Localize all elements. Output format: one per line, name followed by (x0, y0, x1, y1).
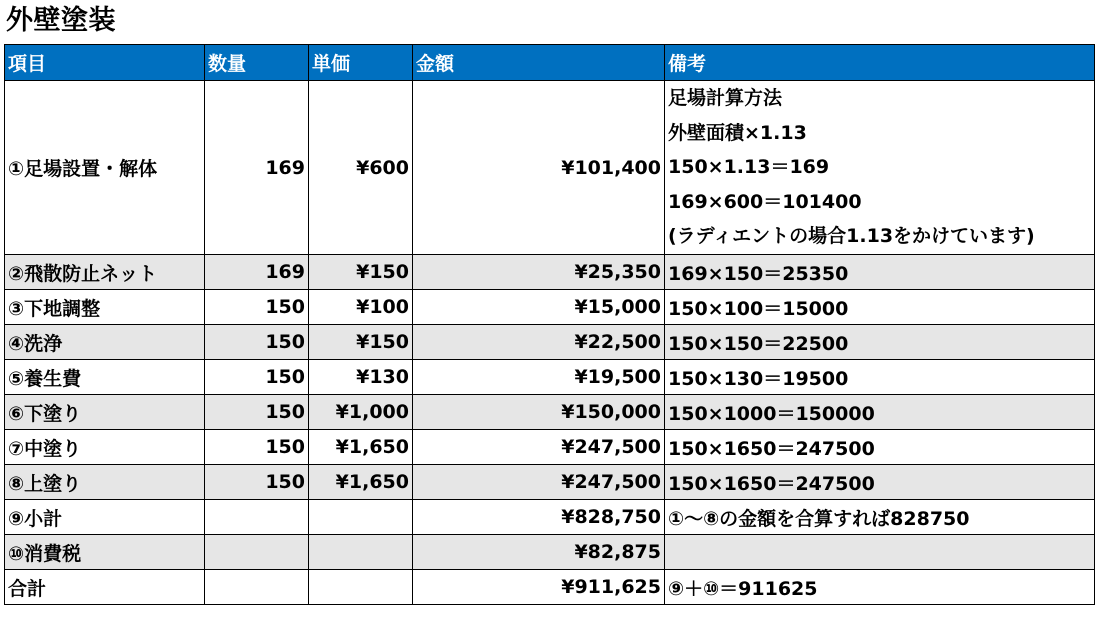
unit-price-cell[interactable] (309, 500, 413, 535)
item-cell[interactable]: ①足場設置・解体 (5, 81, 205, 255)
qty-cell[interactable]: 150 (205, 325, 309, 360)
amount-cell[interactable]: ¥19,500 (413, 360, 665, 395)
estimate-table (4, 44, 1095, 605)
qty-cell[interactable]: 150 (205, 360, 309, 395)
table-row (5, 325, 1095, 360)
header-amount: 金額 (413, 45, 665, 81)
table-row (5, 395, 1095, 430)
remarks-line: 足場計算方法 (668, 87, 783, 110)
qty-cell[interactable] (205, 535, 309, 570)
header-unit-price: 単価 (309, 45, 413, 81)
amount-cell[interactable]: ¥911,625 (413, 570, 665, 605)
remarks-cell[interactable]: 150×130＝19500 (665, 360, 1095, 395)
remarks-cell[interactable]: 150×1650＝247500 (665, 430, 1095, 465)
remarks-line: 150×1.13＝169 (668, 156, 830, 179)
table-row (5, 430, 1095, 465)
remarks-line: (ラディエントの場合1.13をかけています) (668, 225, 1035, 248)
amount-cell[interactable]: ¥828,750 (413, 500, 665, 535)
unit-price-cell[interactable]: ¥1,000 (309, 395, 413, 430)
table-row (5, 465, 1095, 500)
table-row (5, 500, 1095, 535)
table-row (5, 255, 1095, 290)
item-cell[interactable]: ⑨小計 (5, 500, 205, 535)
qty-cell[interactable]: 150 (205, 290, 309, 325)
header-remarks: 備考 (665, 45, 1095, 81)
unit-price-cell[interactable]: ¥150 (309, 255, 413, 290)
item-cell[interactable]: ⑩消費税 (5, 535, 205, 570)
unit-price-cell[interactable]: ¥100 (309, 290, 413, 325)
remarks-cell[interactable]: 169×150＝25350 (665, 255, 1095, 290)
unit-price-cell[interactable]: ¥1,650 (309, 465, 413, 500)
qty-cell[interactable]: 169 (205, 255, 309, 290)
amount-cell[interactable]: ¥247,500 (413, 465, 665, 500)
item-cell[interactable]: ⑤養生費 (5, 360, 205, 395)
qty-cell[interactable]: 150 (205, 430, 309, 465)
remarks-cell[interactable]: ⑨＋⑩＝911625 (665, 570, 1095, 605)
qty-cell[interactable] (205, 570, 309, 605)
remarks-cell[interactable]: 150×150＝22500 (665, 325, 1095, 360)
unit-price-cell[interactable]: ¥600 (309, 81, 413, 255)
amount-cell[interactable]: ¥82,875 (413, 535, 665, 570)
amount-cell[interactable]: ¥247,500 (413, 430, 665, 465)
table-row (5, 570, 1095, 605)
table-row (5, 535, 1095, 570)
qty-cell[interactable] (205, 500, 309, 535)
header-qty: 数量 (205, 45, 309, 81)
amount-cell[interactable]: ¥101,400 (413, 81, 665, 255)
table-header-row (5, 45, 1095, 81)
header-item: 項目 (5, 45, 205, 81)
remarks-cell[interactable] (665, 535, 1095, 570)
remarks-cell[interactable]: 150×100＝15000 (665, 290, 1095, 325)
unit-price-cell[interactable]: ¥150 (309, 325, 413, 360)
item-cell[interactable]: ⑥下塗り (5, 395, 205, 430)
item-cell[interactable]: ②飛散防止ネット (5, 255, 205, 290)
item-cell[interactable]: 合計 (5, 570, 205, 605)
amount-cell[interactable]: ¥22,500 (413, 325, 665, 360)
amount-cell[interactable]: ¥15,000 (413, 290, 665, 325)
remarks-line: 169×600＝101400 (668, 190, 862, 213)
qty-cell[interactable]: 150 (205, 395, 309, 430)
remarks-cell[interactable]: 150×1650＝247500 (665, 465, 1095, 500)
unit-price-cell[interactable]: ¥130 (309, 360, 413, 395)
remarks-cell[interactable] (665, 81, 1095, 255)
amount-cell[interactable]: ¥25,350 (413, 255, 665, 290)
remarks-line: 外壁面積×1.13 (668, 121, 807, 144)
unit-price-cell[interactable]: ¥1,650 (309, 430, 413, 465)
unit-price-cell[interactable] (309, 535, 413, 570)
item-cell[interactable]: ⑦中塗り (5, 430, 205, 465)
qty-cell[interactable]: 150 (205, 465, 309, 500)
sheet-title: 外壁塗装 (6, 5, 116, 36)
qty-cell[interactable]: 169 (205, 81, 309, 255)
item-cell[interactable]: ④洗浄 (5, 325, 205, 360)
remarks-cell[interactable]: 150×1000＝150000 (665, 395, 1095, 430)
item-cell[interactable]: ③下地調整 (5, 290, 205, 325)
unit-price-cell[interactable] (309, 570, 413, 605)
item-cell[interactable]: ⑧上塗り (5, 465, 205, 500)
remarks-cell[interactable]: ①～⑧の金額を合算すれば828750 (665, 500, 1095, 535)
table-row (5, 290, 1095, 325)
table-row (5, 360, 1095, 395)
table-row (5, 81, 1095, 255)
amount-cell[interactable]: ¥150,000 (413, 395, 665, 430)
